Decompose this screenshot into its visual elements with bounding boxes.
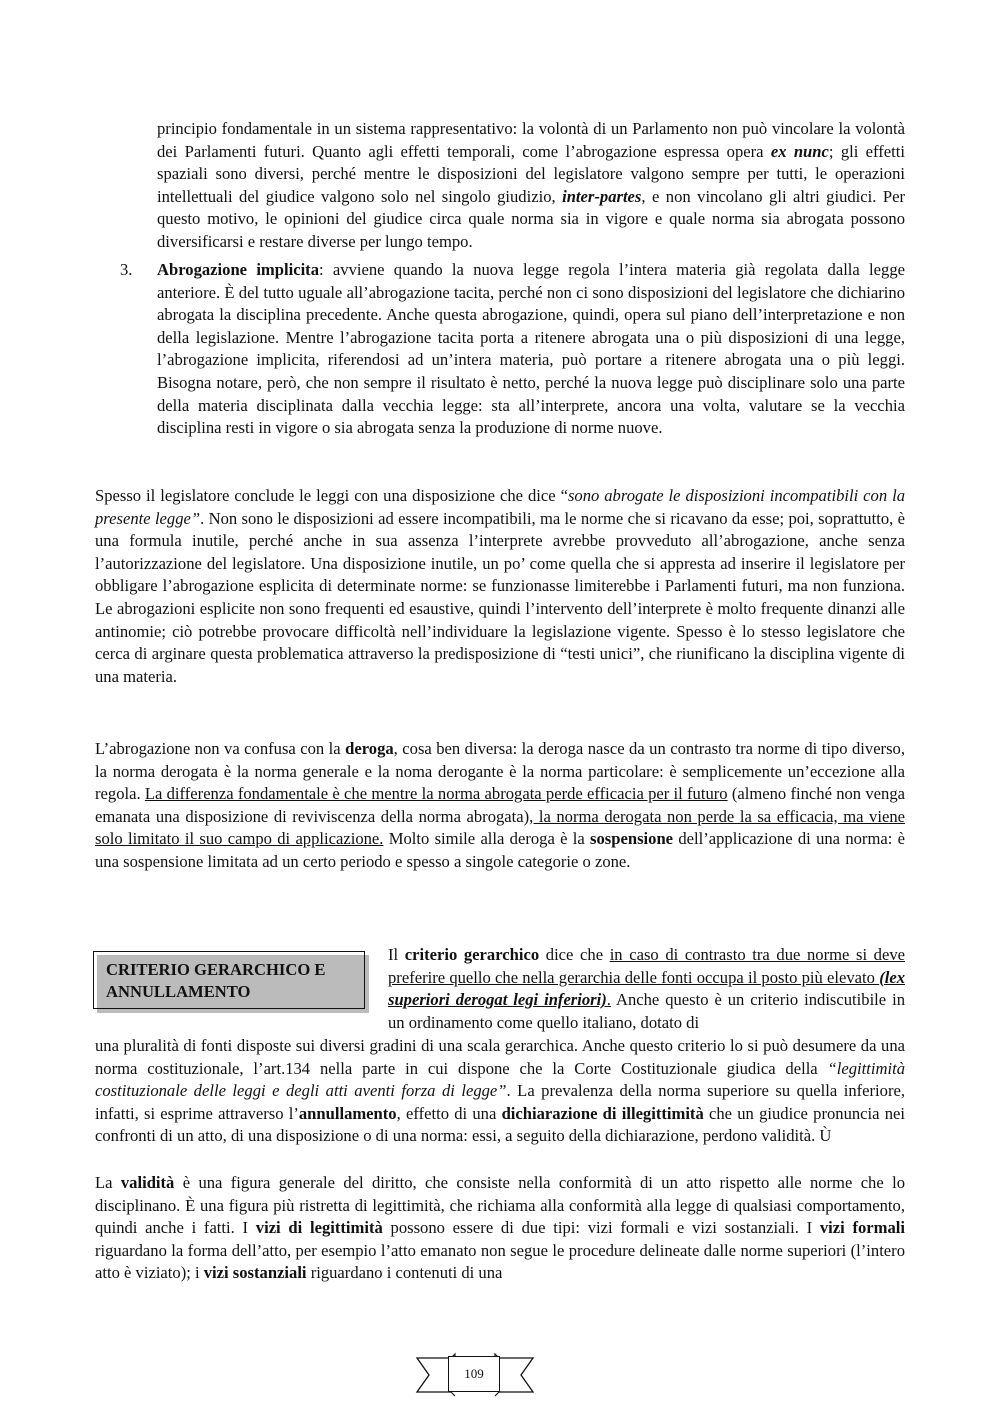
text-run: . La prevalenza della norma superiore su quella inferiore, infatti, si esprime attraverso l’ bbox=[95, 1081, 905, 1123]
list-item-continuation bbox=[157, 118, 905, 254]
text-run: Il bbox=[388, 945, 405, 964]
text-run: è una figura generale del diritto, che consiste nella conformità di un atto rispetto alle norme che lo disciplinano. È una figura più ristretta di legittimità, che richiama alla conformità alla legge di qualsiasi comportamento, quindi anche i fatti. I bbox=[95, 1173, 905, 1238]
text-run: L’abrogazione non va confusa con la bbox=[95, 739, 346, 758]
text-run: ; gli effetti spaziali sono diversi, perché mentre le disposizioni del legislatore valgono sempre per tutti, le operazioni intellettuali del giudice valgono solo nel singolo giudizio, bbox=[157, 141, 905, 206]
paragraph-deroga bbox=[95, 738, 905, 874]
term-vizi-formali: vizi formali bbox=[819, 1218, 905, 1238]
term-vizi-legittimita: vizi di legittimità bbox=[255, 1218, 383, 1238]
paragraph-disposizioni-incompatibili bbox=[95, 485, 905, 688]
section-heading-line: ANNULLAMENTO bbox=[106, 982, 251, 1001]
term-inter-partes: inter-partes bbox=[562, 186, 642, 206]
term-sospensione: sospensione bbox=[590, 829, 674, 849]
text-run: possono essere di due tipi: vizi formali e vizi sostanziali. I bbox=[382, 1218, 820, 1238]
text-run: , cosa ben diversa: la deroga nasce da un contrasto tra norme di tipo diverso, la norma derogata è la norma generale e la noma derogante è la norma particolare: è semplicemente un’eccezione alla regola. bbox=[95, 739, 905, 804]
underlined-text: La differenza fondamentale è che mentre la norma abrogata perde efficacia per il futuro bbox=[144, 784, 728, 804]
text-run: Spesso il legislatore conclude le leggi con una disposizione che dice “ bbox=[95, 486, 568, 505]
term-vizi-sostanziali: vizi sostanziali bbox=[203, 1263, 307, 1283]
list-number: 3. bbox=[120, 260, 133, 279]
term-dichiarazione-illegittimita: dichiarazione di illegittimità bbox=[501, 1103, 704, 1123]
term-criterio-gerarchico: criterio gerarchico bbox=[404, 945, 540, 964]
text-run: , e non vincolano gli altri giudici. Per questo motivo, le opinioni del giudice circa quale norma sia in vigore e quale norma sia abrogata possono diversificarsi e restare diverse per lungo tempo. bbox=[157, 186, 905, 251]
underlined-text: . bbox=[606, 990, 611, 1010]
text-run: Anche questo è un criterio indiscutibile in un ordinamento come quello italiano, dotato di bbox=[388, 990, 905, 1032]
section-heading-box bbox=[93, 951, 365, 1009]
term-ex-nunc: ex nunc bbox=[770, 141, 829, 161]
text-run: dell’applicazione di una norma: è una sospensione limitata ad un certo periodo e spesso a singole categorie o zone. bbox=[95, 829, 905, 871]
text-run: , effetto di una bbox=[396, 1103, 502, 1123]
text-run: dice che bbox=[539, 945, 610, 964]
text-run: una pluralità di fonti disposte sui diversi gradini di una scala gerarchica. Anche questo criterio lo si può desumere da una norma costituzionale, l’art.134 nella parte in cui dispone che la Corte Costituzionale giudica della bbox=[95, 1036, 905, 1078]
term-abrogazione-implicita: Abrogazione implicita bbox=[157, 260, 320, 279]
section-heading-line: CRITERIO GERARCHICO E bbox=[106, 960, 326, 979]
page-number: 109 bbox=[448, 1356, 500, 1392]
paragraph-criterio-gerarchico-intro bbox=[388, 944, 905, 1034]
text-run: La bbox=[95, 1173, 121, 1192]
quote-text: “legittimità costituzionale delle leggi e degli atti aventi forza di legge” bbox=[95, 1058, 905, 1101]
paragraph-criterio-gerarchico bbox=[95, 1035, 905, 1148]
underlined-text: in caso di contrasto tra due norme si deve preferire quello che nella gerarchia delle fonti occupa il posto più elevato bbox=[388, 945, 905, 987]
text-run: principio fondamentale in un sistema rappresentativo: la volontà di un Parlamento non può vincolare la volontà dei Parlamenti futuri. Quanto agli effetti temporali, come l’abrogazione espressa opera bbox=[157, 119, 905, 161]
list-item-abrogazione-implicita bbox=[157, 259, 905, 440]
text-run: (almeno finché non venga emanata una disposizione di reviviscenza della norma abrogata) bbox=[95, 784, 905, 826]
text-run: riguardano i contenuti di una bbox=[306, 1263, 503, 1283]
underlined-text: , la norma derogata non perde la sa efficacia, ma viene solo limitato il suo campo di applicazione. bbox=[95, 806, 905, 849]
term-deroga: deroga bbox=[345, 739, 394, 758]
quote-text: sono abrogate le disposizioni incompatibili con la presente legge” bbox=[95, 486, 905, 528]
text-run: . Non sono le disposizioni ad essere incompatibili, ma le norme che si ricavano da esse; poi, soprattutto, è una formula inutile, perché anche in sua assenza l’interprete avrebbe provveduto all’abrogazione, anche senza l’autorizzazione del legislatore. Una disposizione inutile, un po’ come quella che si appresta ad inserire il legislatore per obbligare l’abrogazione esplicita di determinate norme: se funzionasse limiterebbe i Parlamenti futuri, ma non funziona. Le abrogazioni esplicite non sono frequenti ed esaustive, quindi l’intervento dell’interprete è molto frequente dinanzi alle antinomie; ciò potrebbe provocare difficoltà nell’individuare la legislazione vigente. Spesso è lo stesso legislatore che cerca di arginare questa problematica attraverso la predisposizione di “testi unici”, che riunificano la disciplina vigente di una materia. bbox=[95, 508, 905, 686]
text-run: Molto simile alla deroga è la bbox=[383, 829, 591, 849]
term-annullamento: annullamento bbox=[298, 1103, 397, 1123]
text-run: che un giudice pronuncia nei confronti di un atto, di una disposizione o di una norma: essi, a seguito della dichiarazione, perdono validità. Ù bbox=[95, 1103, 906, 1146]
text-run: riguardano la forma dell’atto, per esempio l’atto emanato non segue le procedure delineate dalle norme superiori (l’intero atto è viziato); i bbox=[95, 1240, 905, 1283]
text-run: : avviene quando la nuova legge regola l’intera materia già regolata dalla legge anteriore. È del tutto uguale all’abrogazione tacita, perché non ci sono disposizioni del legislatore che dichiarino abrogata la disciplina precedente. Anche questa abrogazione, quindi, opera sul piano dell’interpretazione e non della legislazione. Mentre l’abrogazione tacita porta a ritenere abrogata una o più disposizioni di una legge, l’abrogazione implicita, riferendosi ad un’intera materia, può portare a ritenere abrogata una o più leggi. Bisogna notare, però, che non sempre il risultato è netto, perché la nuova legge può disciplinare solo una parte della materia disciplinata dalla vecchia legge: sta all’interprete, ancora una volta, valutare se la vecchia disciplina resti in vigore o sia abrogata senza la produzione di norme nuove. bbox=[157, 260, 905, 438]
latin-maxim: (lex superiori derogat legi inferiori) bbox=[388, 967, 905, 1010]
term-validita: validità bbox=[120, 1173, 175, 1192]
paragraph-validita bbox=[95, 1172, 905, 1285]
